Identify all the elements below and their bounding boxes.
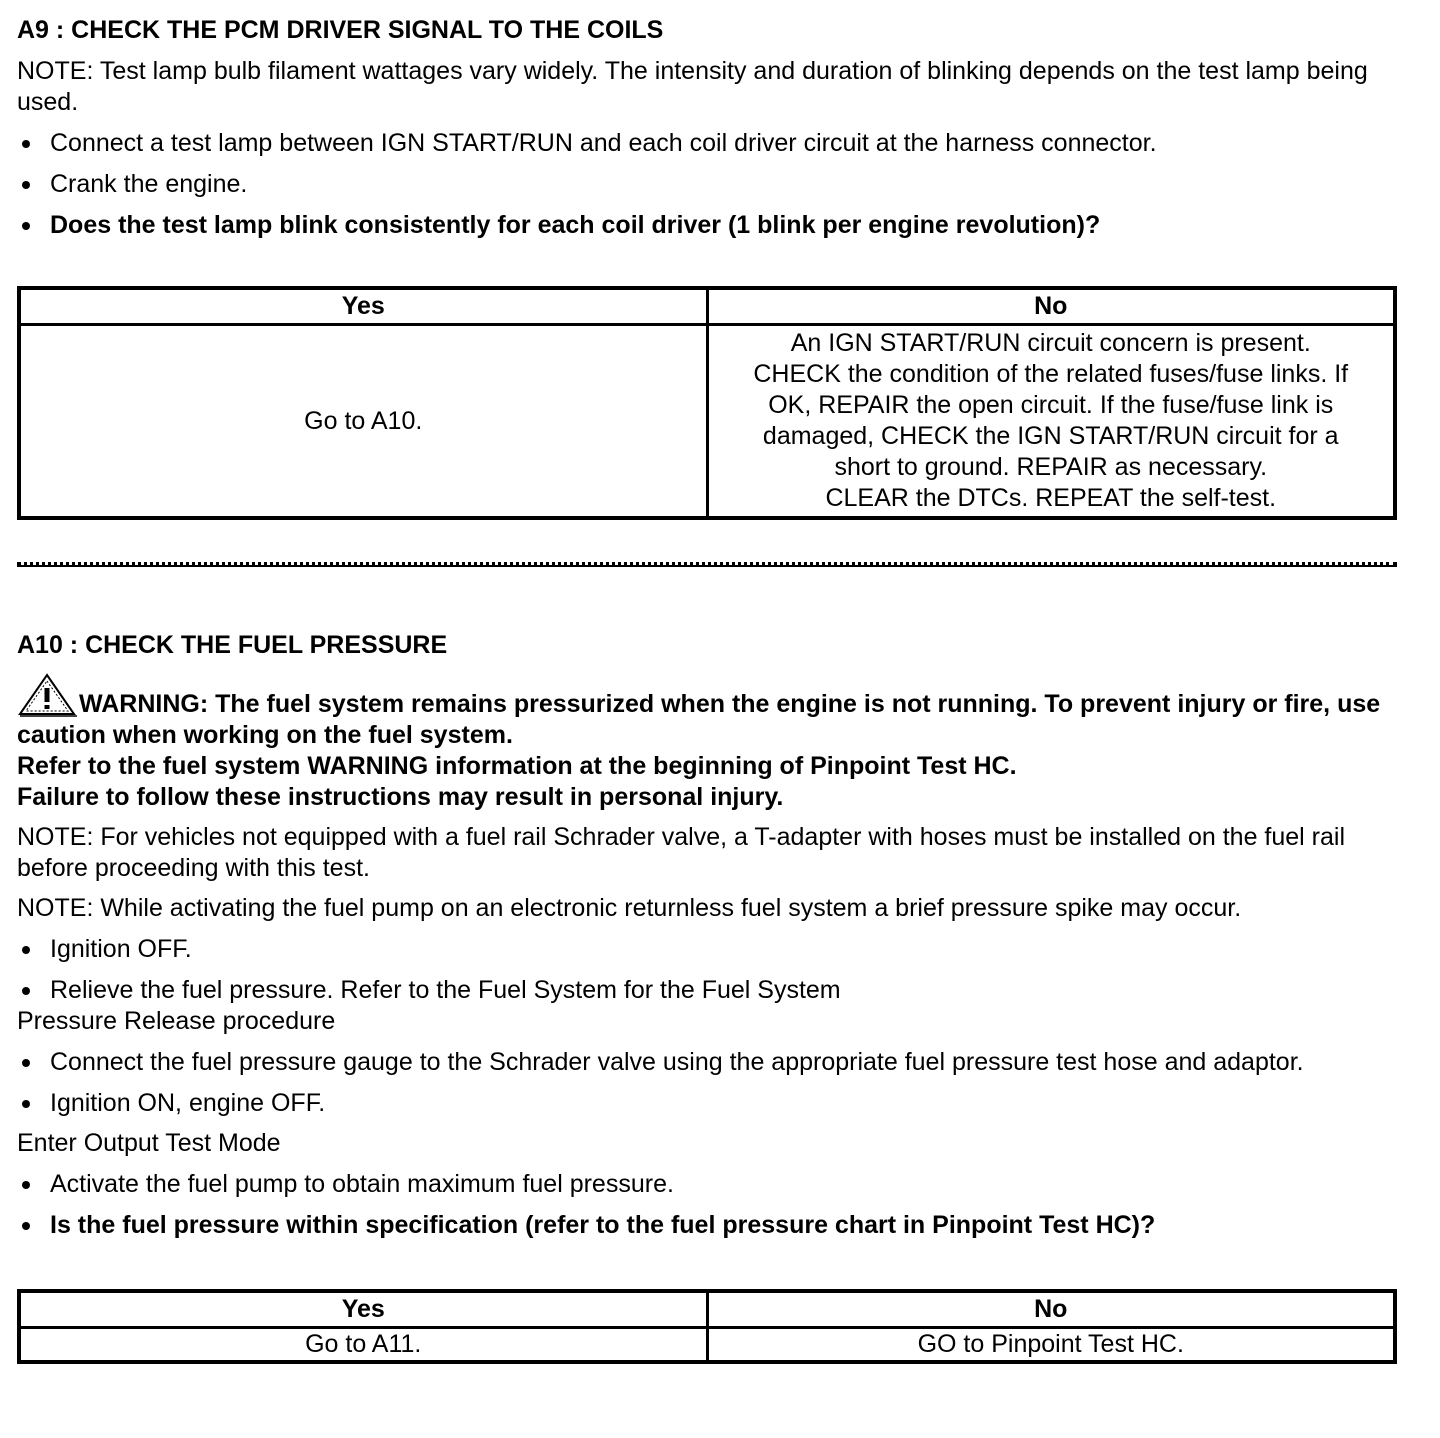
bullet-dot-icon <box>22 1222 30 1230</box>
page <box>17 14 1397 1364</box>
a9-title: A9 : CHECK THE PCM DRIVER SIGNAL TO THE COILS <box>17 16 664 44</box>
a10-no-header: No <box>707 1291 1395 1328</box>
warning-triangle-icon <box>17 672 77 718</box>
a9-bullet-crank: Crank the engine. <box>17 169 1397 200</box>
a10-note-schrader: NOTE: For vehicles not equipped with a fuel rail Schrader valve, a T-adapter with hoses must be installed on the fuel rail before proceeding with this test. <box>17 823 1346 882</box>
bullet-dot-icon <box>22 140 30 148</box>
a10-bullet-connect: Connect the fuel pressure gauge to the Schrader valve using the appropriate fuel pressure test hose and adaptor. <box>17 1047 1397 1078</box>
a10-warning: WARNING: The fuel system remains pressurized when the engine is not running. To prevent injury or fire, use caution when working on the fuel system. Refer to the fuel system WARNING information at the beginning of Pinpoint Test HC. Failure to follow these instructions may result in personal injury. <box>17 672 1397 813</box>
a10-result-table <box>17 1289 1397 1364</box>
a10-bullet-ignition-off: Ignition OFF. <box>17 934 1397 965</box>
bullet-dot-icon <box>22 181 30 189</box>
a10-bullet-question: Is the fuel pressure within specification (refer to the fuel pressure chart in Pinpoint Test HC)? <box>17 1210 1397 1241</box>
bullet-dot-icon <box>22 946 30 954</box>
a9-bullet-question: Does the test lamp blink consistently for each coil driver (1 blink per engine revolution)? <box>17 210 1397 241</box>
a10-bullet-activate: Activate the fuel pump to obtain maximum fuel pressure. <box>17 1169 1397 1200</box>
a9-yes-header: Yes <box>19 288 707 325</box>
bullet-dot-icon <box>22 222 30 230</box>
a9-no-cell: An IGN START/RUN circuit concern is present. CHECK the condition of the related fuses/fuse links. If OK, REPAIR the open circuit. If the fuse/fuse link is damaged, CHECK the IGN START/RUN circuit for a short to ground. REPAIR as necessary. CLEAR the DTCs. REPEAT the self-test. <box>707 325 1395 519</box>
a10-title: A10 : CHECK THE FUEL PRESSURE <box>17 631 448 659</box>
a9-bullet-connect: Connect a test lamp between IGN START/RUN and each coil driver circuit at the harness connector. <box>17 128 1397 159</box>
a9-result-table <box>17 286 1397 520</box>
bullet-dot-icon <box>22 1100 30 1108</box>
bullet-dot-icon <box>22 987 30 995</box>
a10-enter-output: Enter Output Test Mode <box>17 1129 281 1157</box>
a10-note-spike: NOTE: While activating the fuel pump on an electronic returnless fuel system a brief pressure spike may occur. <box>17 894 1242 922</box>
a9-note: NOTE: Test lamp bulb filament wattages vary widely. The intensity and duration of blinking depends on the test lamp being used. <box>17 57 1368 116</box>
a10-no-cell: GO to Pinpoint Test HC. <box>707 1328 1395 1363</box>
section-divider <box>17 562 1397 567</box>
a9-yes-cell: Go to A10. <box>19 325 707 519</box>
a10-yes-header: Yes <box>19 1291 707 1328</box>
bullet-dot-icon <box>22 1181 30 1189</box>
a10-bullet-relieve: Relieve the fuel pressure. Refer to the Fuel System for the Fuel System Pressure Release procedure <box>17 976 841 1035</box>
bullet-dot-icon <box>22 1059 30 1067</box>
a10-yes-cell: Go to A11. <box>19 1328 707 1363</box>
a10-bullet-ignition-on: Ignition ON, engine OFF. <box>17 1088 1397 1119</box>
a9-no-header: No <box>707 288 1395 325</box>
